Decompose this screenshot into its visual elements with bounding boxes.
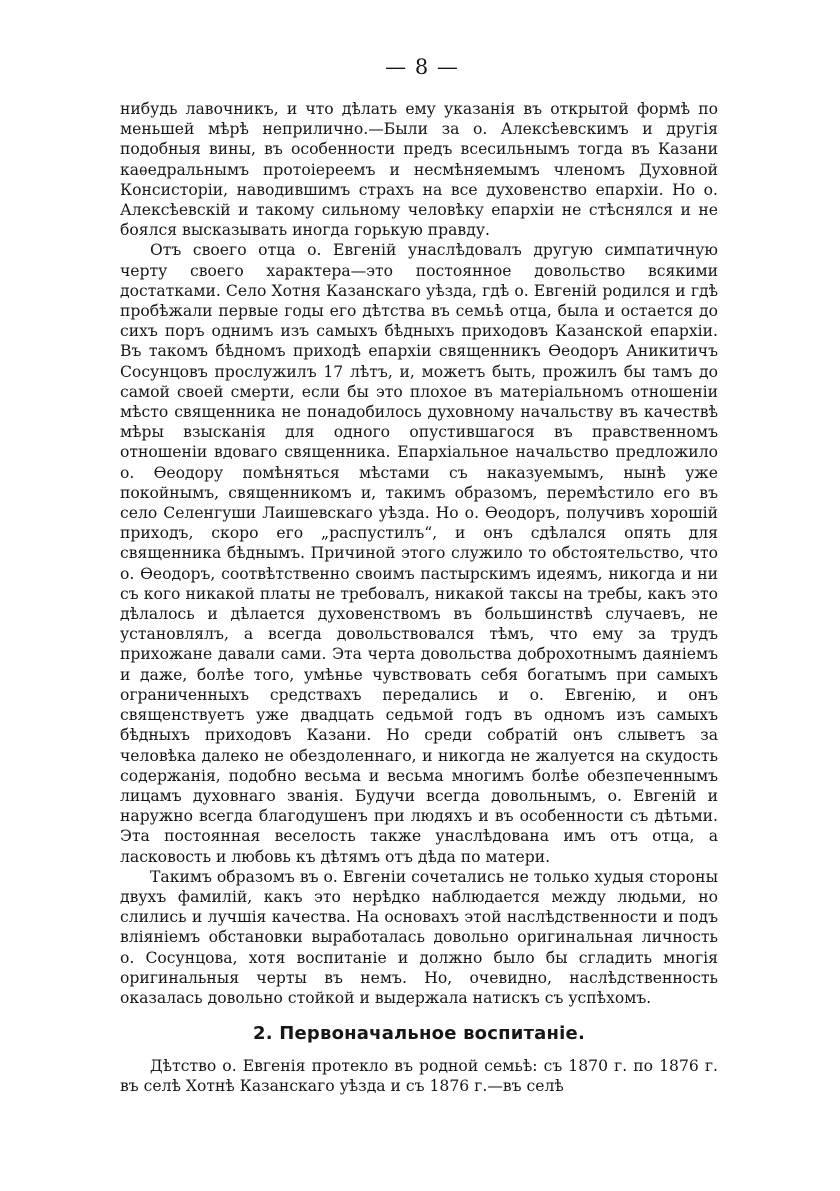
section-heading	[120, 1022, 718, 1046]
paragraph-father-trait: Отъ своего отца о. Евгеній унаслѣдовалъ другую симпатичную черту своего характера—это постоянное довольство всякими достатками. Село Хотня Казанскаго уѣзда, гдѣ о. Евгеній родился и гдѣ пробѣжали первые годы его дѣтства въ семьѣ отца, была и остается до сихъ поръ однимъ изъ самыхъ бѣдныхъ приходовъ Казанской епархіи. Въ такомъ бѣдномъ приходѣ епархіи священникъ Ѳеодоръ Аникитичъ Сосунцовъ прослужилъ 17 лѣтъ, и, можетъ быть, прожилъ бы тамъ до самой своей смерти, если бы это плохое въ матеріальномъ отношеніи мѣсто священника не понадобилось духовному начальству въ качествѣ мѣры взысканія для одного опустившагося въ правственномъ отношеніи вдоваго священника. Епархіальное начальство предложило о. Ѳеодору помѣняться мѣстами съ наказуемымъ, нынѣ уже покойнымъ, священникомъ и, такимъ образомъ, перемѣстило его въ село Селенгуши Лаишевскаго уѣзда. Но о. Ѳеодоръ, получивъ хорошій приходъ, скоро его „распустилъ“, и онъ сдѣлался опять для священника бѣднымъ. Причиной этого служило то обстоятельство, что о. Ѳеодоръ, соотвѣтственно своимъ пастырскимъ идеямъ, никогда и ни съ кого никакой платы не требовалъ, никакой таксы на требы, какъ это дѣлалось и дѣлается духовенствомъ въ большинствѣ случаевъ, не установлялъ, а всегда довольствовался тѣмъ, что ему за трудъ прихожане давали сами. Эта черта довольства доброхотнымъ даяніемъ и даже, болѣе того, умѣнье чувствовать себя богатымъ при самыхъ ограниченныхъ средствахъ передались и о. Евгенію, и онъ священствуетъ уже двадцать седьмой годъ въ одномъ изъ самыхъ бѣдныхъ приходовъ Казани. Но среди собратій онъ слыветъ за человѣка далеко не обездоленнаго, и никогда не жалуется на скудость содержанія, подобно весьма и весьма многимъ болѣе обезпеченнымъ лицамъ духовнаго званія. Будучи всегда довольнымъ, о. Евгеній и наружно всегда благодушенъ при людяхъ и въ особенности съ дѣтьми. Эта постоянная веселость также унаслѣдована имъ отъ отца, а ласковость и любовь къ дѣтямъ отъ дѣда по матери.	[120, 241, 718, 866]
section-number: 2.	[253, 1023, 273, 1045]
page-number: — 8 —	[385, 55, 459, 79]
section-title: Первоначальное воспитаніе.	[279, 1023, 585, 1045]
paragraph-heredity: Такимъ образомъ въ о. Евгеніи сочетались не только худыя стороны двухъ фамилій, какъ это нерѣдко наблюдается между людьми, но слились и лучшія качества. На основахъ этой наслѣдственности и подъ вліяніемъ обстановки выработалась довольно оригинальная личность о. Сосунцова, хотя воспитаніе и должно было бы сгладить многія оригинальныя черты въ немъ. Но, очевидно, наслѣдственность оказалась довольно стойкой и выдержала натискъ съ успѣхомъ.	[120, 867, 718, 1007]
body-text	[120, 99, 718, 1097]
paragraph-childhood: Дѣтство о. Евгенія протекло въ родной семьѣ: съ 1870 г. по 1876 г. въ селѣ Хотнѣ Казанскаго уѣзда и съ 1876 г.—въ селѣ	[120, 1057, 718, 1096]
page	[120, 52, 718, 1097]
paragraph-continuation: нибудь лавочникъ, и что дѣлать ему указанія въ открытой формѣ по меньшей мѣрѣ неприлично.—Были за о. Алексѣевскимъ и другія подобныя вины, въ особенности предъ всесильнымъ тогда въ Казани каѳедральнымъ протоіереемъ и несмѣняемымъ членомъ Духовной Консисторіи, наводившимъ страхъ на все духовенство епархіи. Но о. Алексѣевскій и такому сильному человѣку епархіи не стѣснялся и не боялся высказывать иногда горькую правду.	[120, 100, 718, 240]
